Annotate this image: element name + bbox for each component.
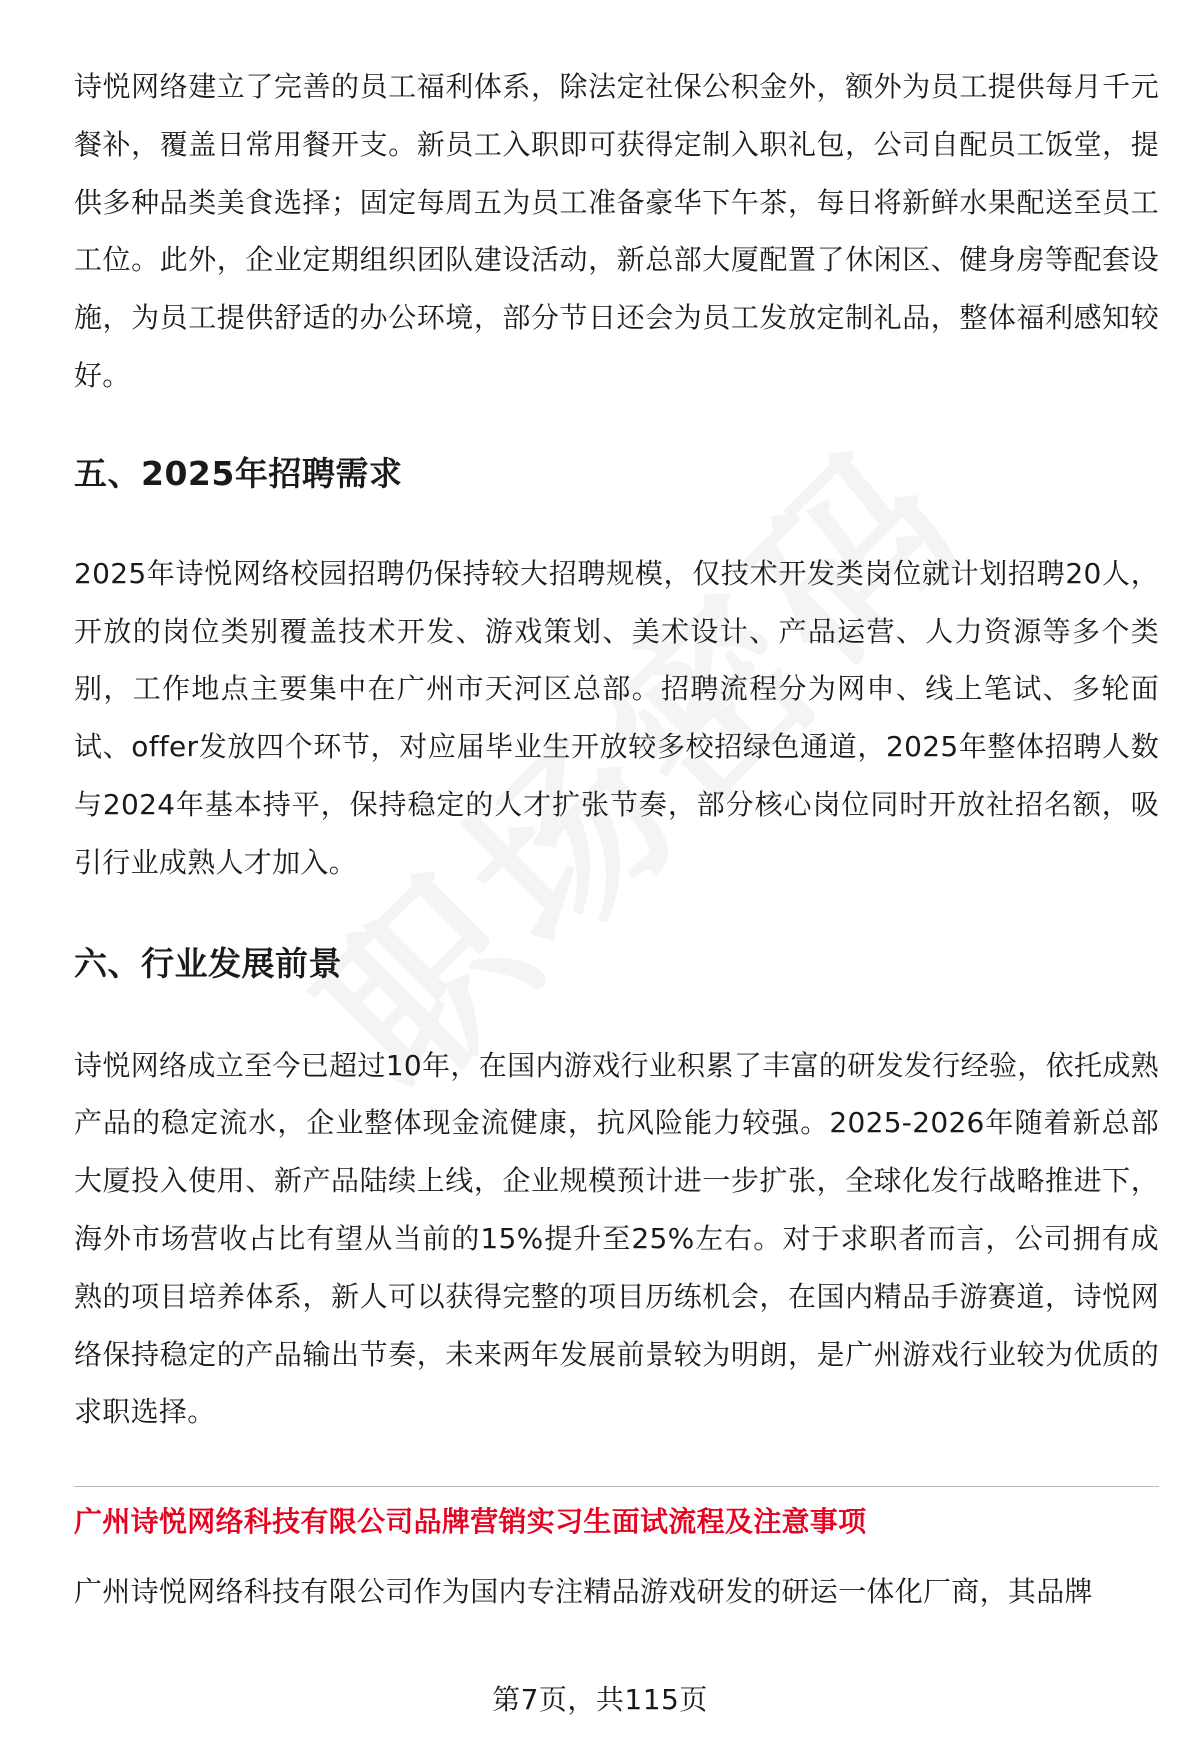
section-divider xyxy=(74,1486,1159,1487)
section-heading-recruitment: 五、2025年招聘需求 xyxy=(74,453,403,493)
next-article-intro: 广州诗悦网络科技有限公司作为国内专注精品游戏研发的研运一体化厂商，其品牌 xyxy=(74,1575,1093,1609)
recruitment-paragraph: 2025年诗悦网络校园招聘仍保持较大招聘规模，仅技术开发类岗位就计划招聘20人，开放的岗位类别覆盖技术开发、游戏策划、美术设计、产品运营、人力资源等多个类别，工作地点主要集中在广州市天河区总部。招聘流程分为网申、线上笔试、多轮面试、offer发放四个环节，对应届毕业生开放较多校招绿色通道，2025年整体招聘人数与2024年基本持平，保持稳定的人才扩张节奏，部分核心岗位同时开放社招名额，吸引行业成熟人才加入。 xyxy=(74,556,1159,879)
next-article-title-link[interactable]: 广州诗悦网络科技有限公司品牌营销实习生面试流程及注意事项 xyxy=(74,1505,867,1539)
document-page xyxy=(74,58,1159,1621)
section-heading-outlook: 六、行业发展前景 xyxy=(74,943,342,983)
outlook-paragraph: 诗悦网络成立至今已超过10年，在国内游戏行业积累了丰富的研发发行经验，依托成熟产品的稳定流水，企业整体现金流健康，抗风险能力较强。2025-2026年随着新总部大厦投入使用、新产品陆续上线，企业规模预计进一步扩张，全球化发行战略推进下，海外市场营收占比有望从当前的15%提升至25%左右。对于求职者而言，公司拥有成熟的项目培养体系，新人可以获得完整的项目历练机会，在国内精品手游赛道，诗悦网络保持稳定的产品输出节奏，未来两年发展前景较为明朗，是广州游戏行业较为优质的求职选择。 xyxy=(74,1048,1159,1429)
page-number-footer: 第7页，共115页 xyxy=(492,1683,708,1716)
benefits-paragraph: 诗悦网络建立了完善的员工福利体系，除法定社保公积金外，额外为员工提供每月千元餐补，覆盖日常用餐开支。新员工入职即可获得定制入职礼包，公司自配员工饭堂，提供多种品类美食选择；固定每周五为员工准备豪华下午茶，每日将新鲜水果配送至员工工位。此外，企业定期组织团队建设活动，新总部大厦配置了休闲区、健身房等配套设施，为员工提供舒适的办公环境，部分节日还会为员工发放定制礼品，整体福利感知较好。 xyxy=(74,70,1159,392)
